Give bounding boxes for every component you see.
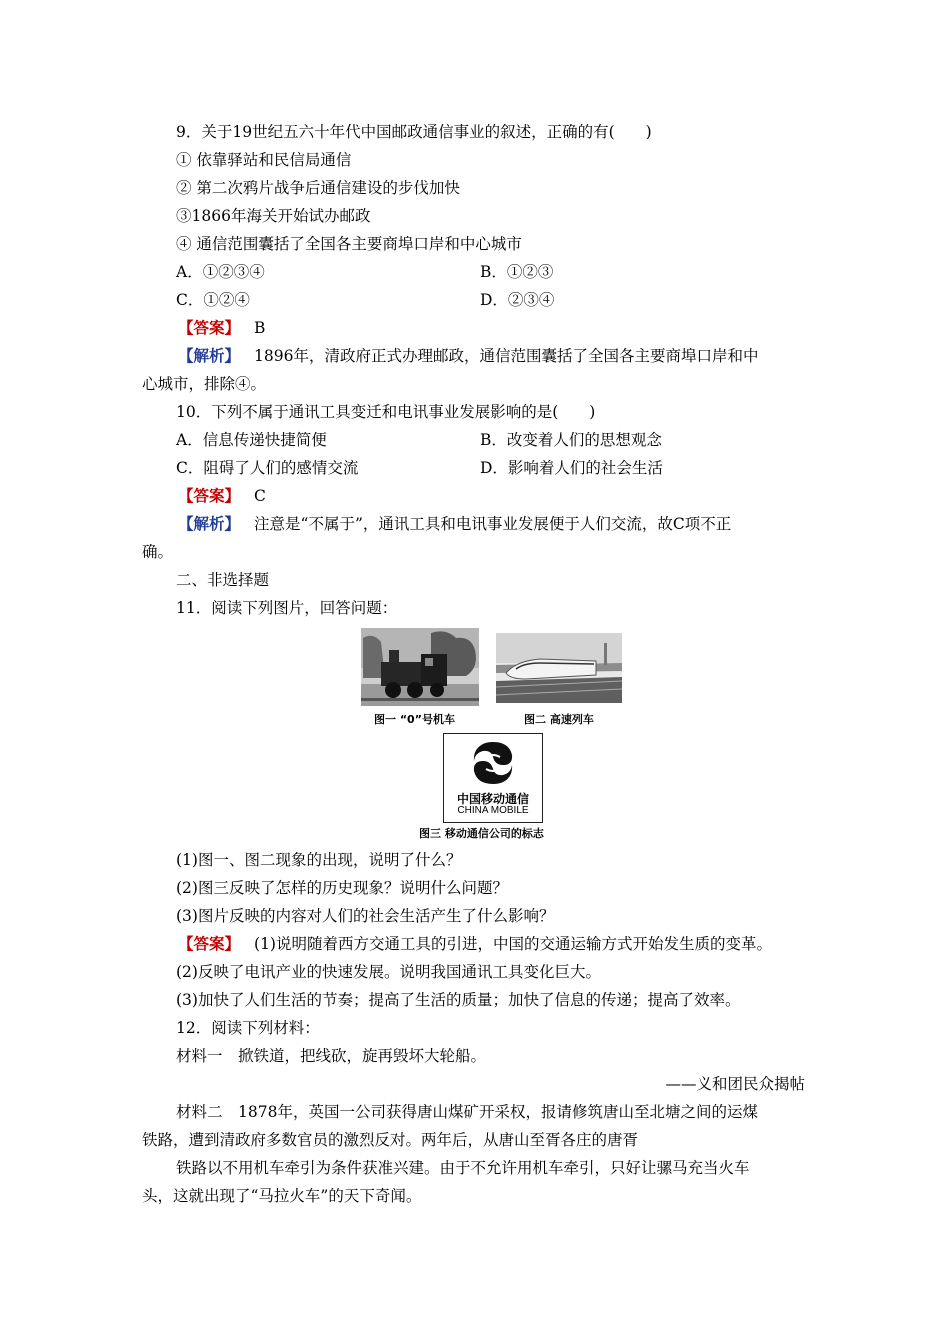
figure-2-caption: 图二 高速列车 (524, 713, 594, 726)
q12-material-2-line-4: 头，这就出现了“马拉火车”的天下奇闻。 (142, 1187, 422, 1205)
logo-chinese-text: 中国移动通信 (456, 792, 529, 806)
high-speed-train-photo (496, 633, 622, 703)
q11-sub-question-3: (3)图片反映的内容对人们的社会生活产生了什么影响？ (176, 907, 555, 925)
q10-option-b: B．改变着人们的思想观念 (480, 431, 662, 449)
q10-stem: 10．下列不属于通讯工具变迁和电讯事业发展影响的是( ) (176, 403, 596, 421)
q9-answer (178, 318, 265, 338)
q11-stem: 11．阅读下列图片，回答问题： (176, 599, 398, 617)
q10-analysis-text-1: 注意是“不属于”，通讯工具和电讯事业发展便于人们交流，故C项不正 (254, 515, 732, 533)
q10-answer-value: C (254, 487, 266, 505)
q9-item-4: ④ 通信范围囊括了全国各主要商埠口岸和中心城市 (176, 235, 522, 253)
q9-option-c: C．①②④ (176, 291, 250, 309)
logo-english-text: CHINA MOBILE (457, 805, 529, 816)
figure-1-caption: 图一 “0”号机车 (374, 713, 455, 726)
china-mobile-logo (443, 733, 543, 823)
answer-tag: 【答案】 (178, 318, 241, 337)
q12-material-2-line-3: 铁路以不用机车牵引为条件获准兴建。由于不允许用机车牵引，只好让骡马充当火车 (176, 1159, 750, 1177)
q9-option-a: A．①②③④ (176, 263, 265, 281)
q11-answer-text-1: (1)说明随着西方交通工具的引进，中国的交通运输方式开始发生质的变革。 (254, 935, 772, 953)
q9-analysis-line-1 (178, 346, 758, 366)
q9-item-1: ① 依靠驿站和民信局通信 (176, 151, 352, 169)
q9-option-b: B．①②③ (480, 263, 554, 281)
q10-analysis-line-2: 确。 (142, 543, 174, 561)
answer-tag: 【答案】 (178, 934, 241, 953)
q12-material-2-line-2: 铁路，遭到清政府多数官员的激烈反对。两年后，从唐山至胥各庄的唐胥 (142, 1131, 639, 1149)
q10-option-c: C．阻碍了人们的感情交流 (176, 459, 359, 477)
q9-analysis-line-2: 心城市，排除④。 (142, 375, 267, 393)
q11-answer-line-2: (2)反映了电讯产业的快速发展。说明我国通讯工具变化巨大。 (176, 963, 601, 981)
q12-material-1-source: ——义和团民众揭帖 (665, 1075, 805, 1093)
q9-item-2: ② 第二次鸦片战争后通信建设的步伐加快 (176, 179, 460, 197)
q10-answer (178, 486, 266, 506)
q11-sub-question-1: (1)图一、图二现象的出现，说明了什么？ (176, 851, 462, 869)
analysis-tag: 【解析】 (178, 346, 241, 365)
q11-answer-line-1 (178, 934, 772, 954)
q12-stem: 12．阅读下列材料： (176, 1019, 320, 1037)
q12-material-2-line-1: 材料二 1878年，英国一公司获得唐山煤矿开采权，报请修筑唐山至北塘之间的运煤 (176, 1103, 758, 1121)
section-heading: 二、非选择题 (176, 571, 270, 589)
q9-item-3: ③1866年海关开始试办邮政 (176, 207, 371, 225)
q10-analysis-line-1 (178, 514, 731, 534)
analysis-tag: 【解析】 (178, 514, 241, 533)
q10-option-d: D．影响着人们的社会生活 (480, 459, 663, 477)
answer-tag: 【答案】 (178, 486, 241, 505)
figure-3-caption: 图三 移动通信公司的标志 (419, 827, 544, 840)
locomotive-photo (361, 628, 479, 706)
q11-answer-line-3: (3)加快了人们生活的节奏；提高了生活的质量；加快了信息的传递；提高了效率。 (176, 991, 741, 1009)
q9-answer-value: B (254, 319, 266, 337)
q12-material-1: 材料一 掀铁道，把线砍，旋再毁坏大轮船。 (176, 1047, 487, 1065)
q11-sub-question-2: (2)图三反映了怎样的历史现象？说明什么问题？ (176, 879, 508, 897)
china-mobile-logo-icon (469, 739, 517, 787)
q10-option-a: A．信息传递快捷简便 (176, 431, 327, 449)
q9-stem: 9．关于19世纪五六十年代中国邮政通信事业的叙述，正确的有( ) (176, 123, 652, 141)
q9-option-d: D．②③④ (480, 291, 555, 309)
q9-analysis-text-1: 1896年，清政府正式办理邮政，通信范围囊括了全国各主要商埠口岸和中 (254, 347, 759, 365)
